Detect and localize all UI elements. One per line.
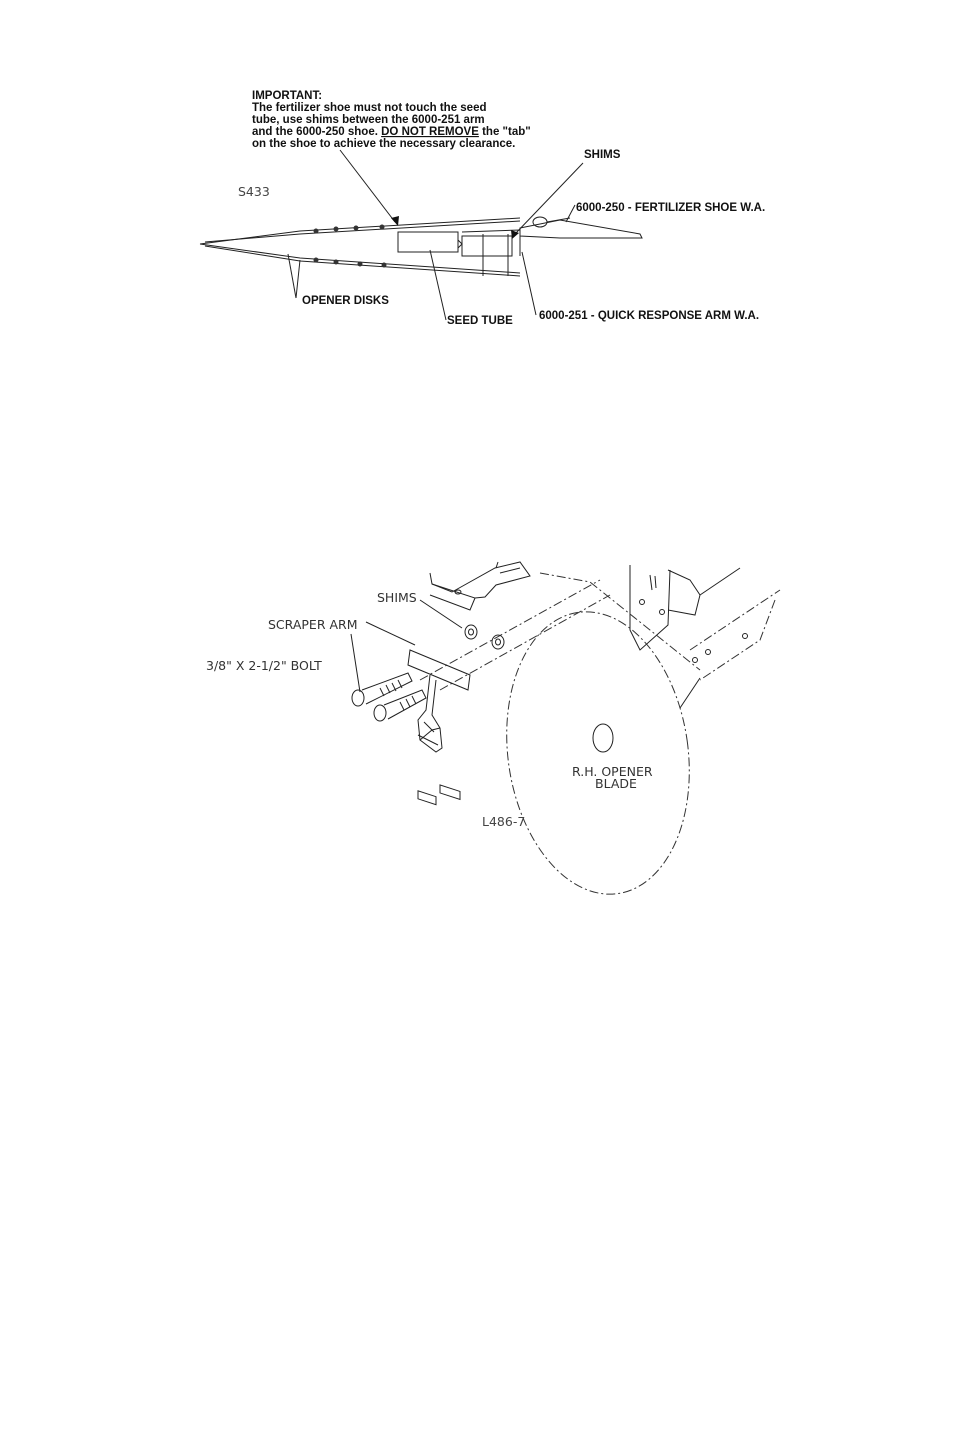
important-note-line-4: on the shoe to achieve the necessary clearance. bbox=[252, 138, 516, 150]
label-fertilizer-shoe: 6000-250 - FERTILIZER SHOE W.A. bbox=[576, 202, 766, 214]
label-shims-top: SHIMS bbox=[584, 149, 621, 161]
frame-bracket-drawing bbox=[430, 562, 530, 610]
scraper-arm-drawing bbox=[408, 650, 470, 805]
opener-disks-drawing bbox=[200, 218, 520, 276]
important-note-line-3 bbox=[252, 126, 531, 138]
figure-ref-s433: S433 bbox=[238, 184, 270, 199]
important-note-emphasis: DO NOT REMOVE bbox=[381, 126, 479, 138]
important-note-line-1: The fertilizer shoe must not touch the seed bbox=[252, 102, 487, 114]
label-scraper-arm: SCRAPER ARM bbox=[268, 617, 358, 632]
label-opener-blade-line-2: BLADE bbox=[595, 776, 637, 791]
label-shims: SHIMS bbox=[377, 590, 417, 605]
important-note-line-3-post: the "tab" bbox=[478, 126, 531, 138]
label-opener-disks: OPENER DISKS bbox=[302, 295, 389, 307]
label-bolt: 3/8" X 2-1/2" BOLT bbox=[206, 658, 322, 673]
fertilizer-shoe-diagram bbox=[0, 0, 954, 360]
opener-blade-drawing bbox=[489, 600, 707, 906]
label-opener-blade-line-1: R.H. OPENER bbox=[572, 764, 653, 779]
side-plate-drawing bbox=[630, 565, 780, 680]
important-note-line-3-pre: and the 6000-250 shoe. bbox=[252, 126, 382, 138]
fertilizer-shoe-drawing bbox=[520, 217, 642, 238]
bolts-drawing bbox=[352, 673, 426, 721]
figure2-leaders bbox=[351, 600, 462, 692]
alignment-line-lower bbox=[440, 595, 610, 690]
important-note-title: IMPORTANT: bbox=[252, 90, 323, 102]
label-quick-response-arm: 6000-251 - QUICK RESPONSE ARM W.A. bbox=[539, 310, 760, 322]
figure-ref-l486-7: L486-7 bbox=[482, 814, 526, 829]
label-seed-tube: SEED TUBE bbox=[447, 315, 513, 327]
important-note-line-2: tube, use shims between the 6000-251 arm bbox=[252, 114, 485, 126]
scraper-arm-diagram bbox=[0, 540, 954, 1440]
